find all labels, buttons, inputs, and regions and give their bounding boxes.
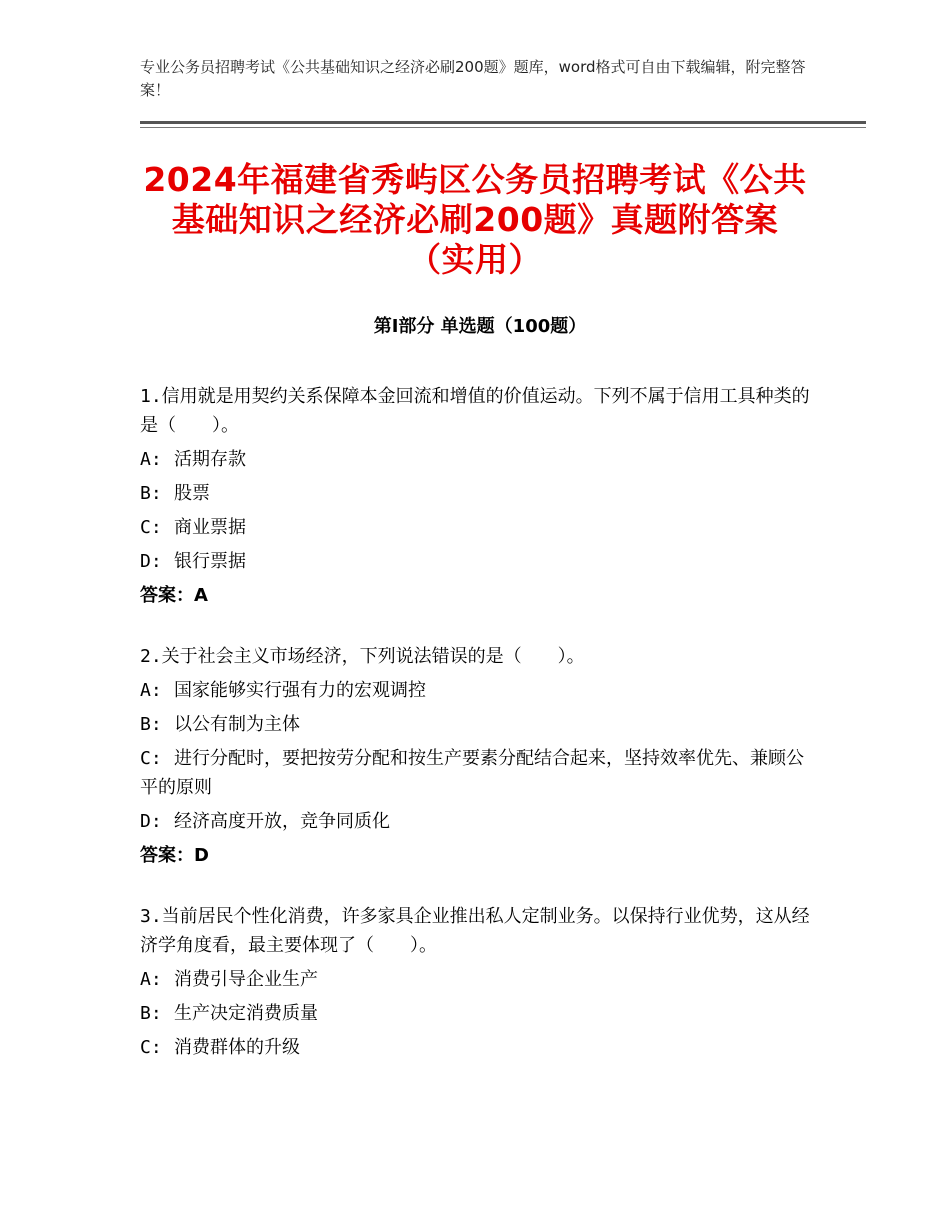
option-a — [140, 445, 820, 474]
option-label: B: — [140, 483, 162, 504]
option-label: C: — [140, 748, 162, 769]
option-text: 以公有制为主体 — [174, 714, 300, 735]
option-b — [140, 479, 820, 508]
question-2 — [140, 642, 820, 870]
option-text: 股票 — [174, 483, 210, 504]
option-c — [140, 1033, 820, 1062]
option-label: A: — [140, 969, 162, 990]
option-text: 生产决定消费质量 — [174, 1003, 318, 1024]
question-stem: 2.关于社会主义市场经济，下列说法错误的是（ ）。 — [140, 646, 585, 667]
question-stem: 3.当前居民个性化消费，许多家具企业推出私人定制业务。以保持行业优势，这从经济学角度看，最主要体现了（ ）。 — [140, 906, 810, 956]
title-line-1: 2024年福建省秀屿区公务员招聘考试《公共 — [143, 160, 807, 199]
answer-line — [140, 841, 820, 870]
option-d — [140, 547, 820, 576]
question-1 — [140, 382, 820, 610]
answer-line — [140, 581, 820, 610]
answer-value: A — [194, 585, 208, 606]
option-b — [140, 710, 820, 739]
option-label: D: — [140, 551, 162, 572]
question-stem: 1.信用就是用契约关系保障本金回流和增值的价值运动。下列不属于信用工具种类的是（ ）。 — [140, 386, 810, 436]
option-text: 消费群体的升级 — [174, 1037, 300, 1058]
option-label: B: — [140, 1003, 162, 1024]
option-label: B: — [140, 714, 162, 735]
document-title — [120, 160, 830, 280]
title-line-3: （实用） — [408, 240, 542, 279]
option-label: A: — [140, 680, 162, 701]
question-3 — [140, 902, 820, 1062]
option-b — [140, 999, 820, 1028]
option-text: 消费引导企业生产 — [174, 969, 318, 990]
answer-prefix: 答案： — [140, 845, 194, 866]
option-a — [140, 965, 820, 994]
option-text: 国家能够实行强有力的宏观调控 — [174, 680, 426, 701]
answer-value: D — [194, 845, 209, 866]
header-note: 专业公务员招聘考试《公共基础知识之经济必刷200题》题库，word格式可自由下载编辑，附完整答案！ — [140, 58, 806, 99]
answer-prefix: 答案： — [140, 585, 194, 606]
option-text: 商业票据 — [174, 517, 246, 538]
option-label: D: — [140, 811, 162, 832]
header-rule-thick — [140, 121, 866, 124]
header-rule-thin — [140, 127, 866, 128]
option-c — [140, 513, 820, 542]
option-a — [140, 676, 820, 705]
option-label: C: — [140, 1037, 162, 1058]
option-label: A: — [140, 449, 162, 470]
option-c — [140, 744, 820, 802]
option-text: 活期存款 — [174, 449, 246, 470]
title-line-2: 基础知识之经济必刷200题》真题附答案 — [171, 200, 779, 239]
option-text: 经济高度开放，竞争同质化 — [174, 811, 390, 832]
question-list — [140, 382, 820, 1094]
option-text: 银行票据 — [174, 551, 246, 572]
option-text: 进行分配时，要把按劳分配和按生产要素分配结合起来，坚持效率优先、兼顾公平的原则 — [140, 748, 804, 798]
option-d — [140, 807, 820, 836]
section-title: 第Ⅰ部分 单选题（100题） — [373, 316, 587, 337]
option-label: C: — [140, 517, 162, 538]
